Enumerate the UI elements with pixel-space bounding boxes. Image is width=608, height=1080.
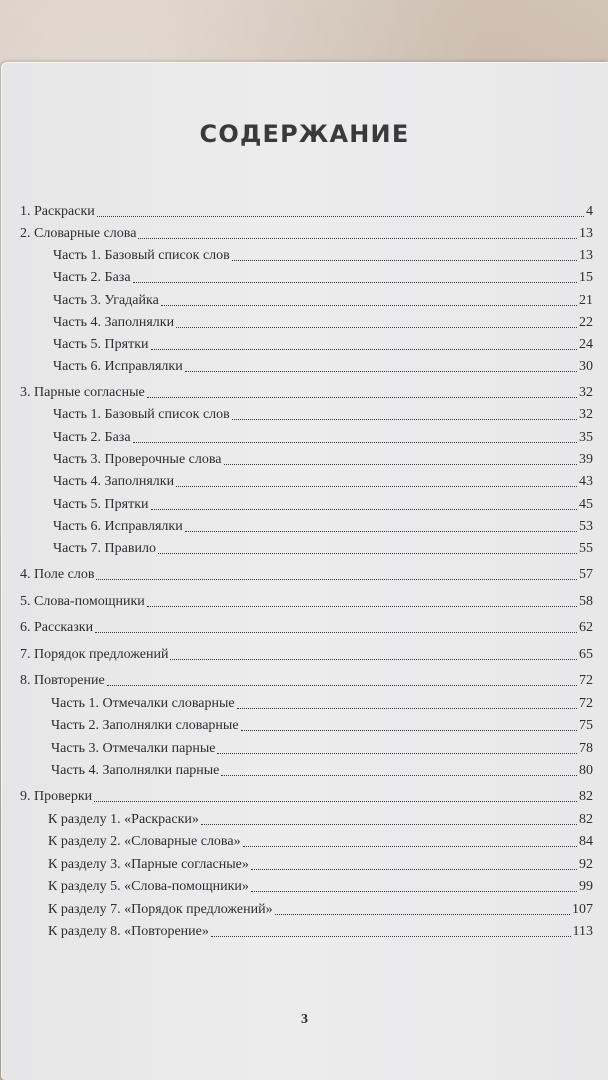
- toc-entry: [53, 332, 593, 354]
- toc-entry-label: 5. Слова-помощники: [20, 594, 145, 609]
- toc-entry: [53, 492, 593, 514]
- toc-entry-page: 45: [579, 497, 593, 512]
- page-title: СОДЕРЖАНИЕ: [199, 120, 410, 148]
- toc-entry-label: 4. Поле слов: [20, 567, 95, 582]
- dot-leader: [251, 891, 577, 892]
- toc-entry: [51, 758, 593, 780]
- dot-leader: [97, 216, 584, 217]
- dot-leader: [94, 801, 577, 802]
- toc-entry: [20, 668, 593, 690]
- toc-entry-label: К разделу 2. «Словарные слова»: [48, 834, 241, 849]
- toc-entry: [51, 736, 593, 758]
- toc-entry-page: 13: [579, 248, 593, 263]
- toc-entry: [20, 199, 593, 221]
- dot-leader: [185, 371, 577, 372]
- toc-entry: [53, 402, 593, 424]
- dot-leader: [211, 936, 571, 937]
- toc-entry-page: 82: [579, 812, 593, 827]
- toc-entry-page: 75: [579, 718, 593, 733]
- toc-entry-page: 72: [579, 696, 593, 711]
- toc-entry: [20, 562, 593, 584]
- dot-leader: [237, 708, 577, 709]
- toc-entry-label: Часть 4. Заполнялки парные: [51, 763, 220, 778]
- toc-entry-label: Часть 3. Отмечалки парные: [51, 741, 216, 756]
- toc-entry-label: Часть 2. Заполнялки словарные: [51, 718, 239, 733]
- toc-entry-page: 57: [579, 567, 593, 582]
- toc-entry: [53, 354, 593, 376]
- toc-entry-label: Часть 5. Прятки: [53, 337, 149, 352]
- toc-entry: [53, 469, 593, 491]
- toc-entry-label: К разделу 8. «Повторение»: [48, 924, 209, 939]
- toc-entry-label: 6. Рассказки: [20, 620, 94, 635]
- dot-leader: [147, 606, 577, 607]
- toc-entry: [20, 784, 593, 806]
- toc-entry-page: 13: [579, 226, 593, 241]
- toc-entry-page: 78: [579, 741, 593, 756]
- dot-leader: [95, 632, 577, 633]
- toc-entry-page: 82: [579, 789, 593, 804]
- toc-entry-label: 7. Порядок предложений: [20, 647, 169, 662]
- dot-leader: [151, 349, 578, 350]
- toc-entry-page: 21: [579, 293, 593, 308]
- toc-entry-label: Часть 1. Отмечалки словарные: [51, 696, 235, 711]
- toc-entry-label: 1. Раскраски: [20, 204, 95, 219]
- dot-leader: [107, 685, 577, 686]
- dot-leader: [221, 775, 577, 776]
- toc-entry-page: 80: [579, 763, 593, 778]
- toc-entry: [53, 288, 593, 310]
- toc-entry-label: К разделу 5. «Слова-помощники»: [48, 879, 249, 894]
- toc-entry-label: Часть 4. Заполнялки: [53, 474, 175, 489]
- dot-leader: [161, 305, 577, 306]
- toc-entry-page: 22: [579, 315, 593, 330]
- toc-entry-label: Часть 7. Правило: [53, 541, 156, 556]
- dot-leader: [251, 869, 577, 870]
- toc-entry-label: Часть 5. Прятки: [53, 497, 149, 512]
- toc-entry-page: 15: [579, 270, 593, 285]
- toc-entry: [53, 243, 593, 265]
- toc-entry-page: 39: [579, 452, 593, 467]
- toc-entry-label: 8. Повторение: [20, 673, 105, 688]
- dot-leader: [241, 730, 577, 731]
- dot-leader: [170, 659, 577, 660]
- toc-entry: [53, 310, 593, 332]
- toc-entry: [48, 852, 593, 874]
- toc-entry-page: 113: [572, 924, 593, 939]
- toc-entry: [20, 221, 593, 243]
- toc-entry-page: 62: [579, 620, 593, 635]
- dot-leader: [232, 419, 577, 420]
- dot-leader: [176, 486, 577, 487]
- toc-entry: [53, 265, 593, 287]
- dot-leader: [158, 553, 577, 554]
- toc-entry-label: 2. Словарные слова: [20, 226, 137, 241]
- toc-entry-page: 65: [579, 647, 593, 662]
- dot-leader: [133, 442, 577, 443]
- toc-entry-page: 32: [579, 385, 593, 400]
- table-of-contents: [1, 62, 608, 1080]
- dot-leader: [275, 914, 570, 915]
- toc-entry-page: 43: [579, 474, 593, 489]
- toc-entry-page: 107: [572, 902, 593, 917]
- toc-entry-label: Часть 6. Исправлялки: [53, 519, 183, 534]
- toc-entry-page: 30: [579, 359, 593, 374]
- toc-entry-page: 32: [579, 407, 593, 422]
- toc-entry: [53, 447, 593, 469]
- toc-entry: [48, 807, 593, 829]
- toc-entry-page: 53: [579, 519, 593, 534]
- toc-entry: [20, 615, 593, 637]
- dot-leader: [151, 509, 578, 510]
- book-page: [1, 62, 608, 1080]
- toc-entry-page: 99: [579, 879, 593, 894]
- toc-entry: [51, 691, 593, 713]
- toc-entry-page: 92: [579, 857, 593, 872]
- toc-entry: [20, 380, 593, 402]
- toc-entry: [53, 536, 593, 558]
- dot-leader: [201, 824, 577, 825]
- toc-entry-page: 55: [579, 541, 593, 556]
- dot-leader: [96, 579, 577, 580]
- dot-leader: [232, 260, 577, 261]
- toc-entry-page: 24: [579, 337, 593, 352]
- toc-entry: [48, 919, 593, 941]
- dot-leader: [176, 327, 577, 328]
- toc-entry: [48, 874, 593, 896]
- toc-entry-label: Часть 3. Проверочные слова: [53, 452, 222, 467]
- toc-entry-label: Часть 3. Угадайка: [53, 293, 159, 308]
- toc-entry: [48, 897, 593, 919]
- toc-entry-label: 3. Парные согласные: [20, 385, 145, 400]
- toc-entry-label: Часть 2. База: [53, 430, 131, 445]
- toc-entry-label: Часть 1. Базовый список слов: [53, 407, 230, 422]
- toc-entry-page: 84: [579, 834, 593, 849]
- toc-entry: [51, 713, 593, 735]
- dot-leader: [217, 753, 577, 754]
- dot-leader: [185, 531, 577, 532]
- toc-entry: [53, 425, 593, 447]
- dot-leader: [138, 238, 577, 239]
- toc-entry-label: 9. Проверки: [20, 789, 93, 804]
- dot-leader: [147, 397, 577, 398]
- toc-entry: [20, 642, 593, 664]
- toc-entry: [48, 829, 593, 851]
- toc-entry-label: Часть 4. Заполнялки: [53, 315, 175, 330]
- toc-entry: [53, 514, 593, 536]
- dot-leader: [224, 464, 577, 465]
- toc-entry-page: 58: [579, 594, 593, 609]
- toc-entry-label: К разделу 7. «Порядок предложений»: [48, 902, 273, 917]
- toc-entry: [20, 589, 593, 611]
- dot-leader: [243, 846, 577, 847]
- page-number: 3: [301, 1012, 308, 1027]
- toc-entry-page: 35: [579, 430, 593, 445]
- dot-leader: [133, 282, 577, 283]
- toc-entry-page: 4: [586, 204, 593, 219]
- toc-entry-label: К разделу 3. «Парные согласные»: [48, 857, 249, 872]
- toc-entry-label: Часть 6. Исправлялки: [53, 359, 183, 374]
- toc-entry-label: Часть 2. База: [53, 270, 131, 285]
- toc-entry-page: 72: [579, 673, 593, 688]
- toc-entry-label: К разделу 1. «Раскраски»: [48, 812, 199, 827]
- toc-entry-label: Часть 1. Базовый список слов: [53, 248, 230, 263]
